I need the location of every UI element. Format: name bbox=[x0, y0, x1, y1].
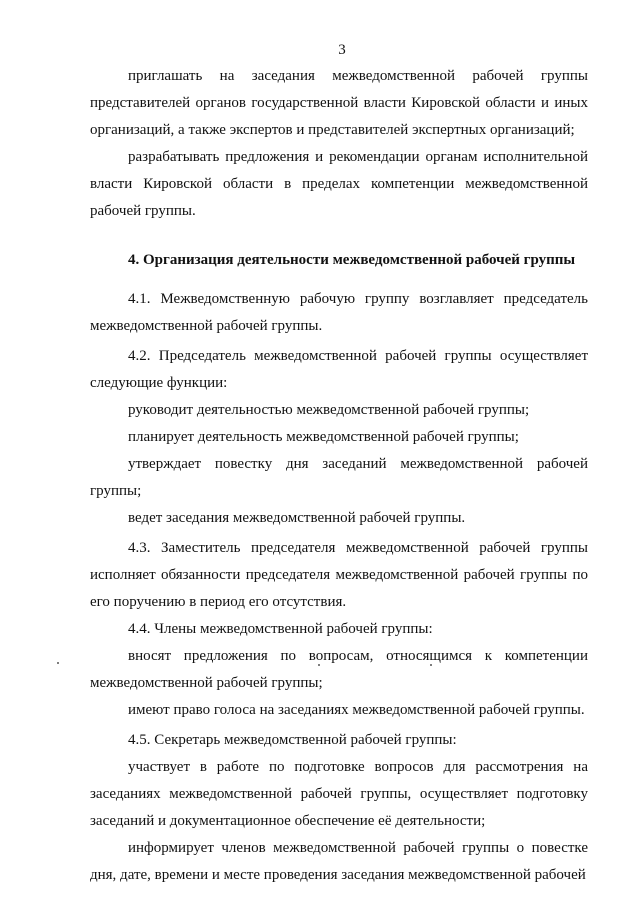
list-item: участвует в работе по подготовке вопросов для рассмотрения на заседаниях межведомственной рабочей группы, осуществляет подготовку заседаний и документационное обеспечение её деятельности; bbox=[90, 759, 588, 829]
section-heading: 4. Организация деятельности межведомственной рабочей группы bbox=[128, 252, 576, 268]
list-item: информирует членов межведомственной рабочей группы о повестке дня, дате, времени и месте проведения заседания межведомственной рабочей bbox=[90, 840, 588, 883]
paragraph: приглашать на заседания межведомственной рабочей группы представителей органов государственной власти Кировской области и иных организаций, а также экспертов и представителей экспертных организаций; bbox=[90, 68, 588, 138]
paragraph: 4.4. Члены межведомственной рабочей группы: bbox=[128, 621, 433, 637]
page-number: 3 bbox=[338, 42, 346, 58]
paragraph: 4.3. Заместитель председателя межведомственной рабочей группы исполняет обязанности председателя межведомственной рабочей группы по его поручению в период его отсутствия. bbox=[90, 540, 588, 610]
list-item: руководит деятельностью межведомственной рабочей группы; bbox=[128, 402, 530, 418]
scan-speck bbox=[318, 664, 320, 666]
list-item: вносят предложения по вопросам, относящимся к компетенции межведомственной рабочей группы; bbox=[90, 648, 588, 691]
list-item: утверждает повестку дня заседаний межведомственной рабочей группы; bbox=[90, 456, 588, 499]
list-item: имеют право голоса на заседаниях межведомственной рабочей группы. bbox=[128, 702, 585, 718]
paragraph: 4.2. Председатель межведомственной рабочей группы осуществляет следующие функции: bbox=[90, 348, 588, 391]
document-body bbox=[90, 63, 588, 889]
scan-speck bbox=[430, 664, 432, 666]
list-item: планирует деятельность межведомственной рабочей группы; bbox=[128, 429, 519, 445]
scan-speck bbox=[57, 662, 59, 664]
list-item: ведет заседания межведомственной рабочей группы. bbox=[128, 510, 466, 526]
paragraph: 4.1. Межведомственную рабочую группу возглавляет председатель межведомственной рабочей группы. bbox=[90, 291, 588, 334]
paragraph: разрабатывать предложения и рекомендации органам исполнительной власти Кировской области в пределах компетенции межведомственной рабочей группы. bbox=[90, 149, 588, 219]
paragraph: 4.5. Секретарь межведомственной рабочей группы: bbox=[128, 732, 457, 748]
